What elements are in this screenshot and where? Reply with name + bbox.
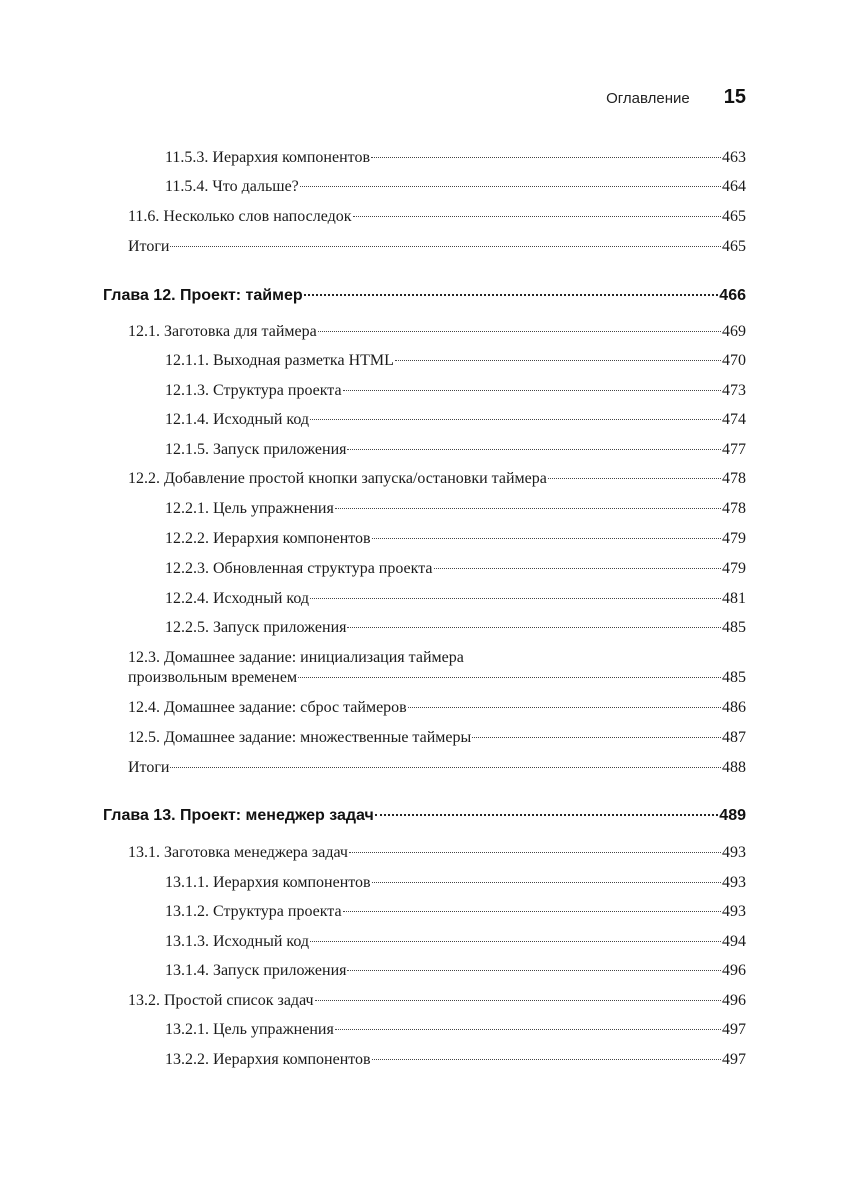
toc-entry-title: 11.6. Несколько слов напоследок [128,208,352,225]
toc-entry-title: 13.1.4. Запуск приложения [165,962,347,979]
toc-entry[interactable] [165,932,746,952]
toc-entry[interactable] [128,728,746,748]
dot-leader [310,419,721,420]
toc-entry-page: 485 [722,669,746,686]
running-header [103,86,746,109]
toc-entry-page: 478 [722,500,746,517]
toc-entry[interactable] [128,207,746,227]
toc-entry[interactable] [165,410,746,430]
toc-entry-title: 13.1.3. Исходный код [165,933,310,950]
toc-entry-title: 11.5.4. Что дальше? [165,178,299,195]
dot-leader [300,186,721,187]
toc-entry-title: 12.1.3. Структура проекта [165,382,342,399]
toc-entry-page: 474 [722,411,746,428]
toc-entry-page: 486 [722,699,746,716]
toc-entry-title: 11.5.3. Иерархия компонентов [165,149,370,166]
dot-leader [315,1000,721,1001]
toc-entry[interactable] [128,237,746,257]
dot-leader [343,390,721,391]
toc-chapter-title: Глава 12. Проект: таймер [103,287,303,304]
toc-entry-page: 473 [722,382,746,399]
toc-entry-page: 481 [722,590,746,607]
toc-entry[interactable] [165,529,746,549]
dot-leader [347,970,721,971]
toc-entry[interactable] [165,177,746,197]
toc-entry[interactable] [165,873,746,893]
dot-leader [310,598,721,599]
toc-entry-page: 469 [722,323,746,340]
toc-entry-page: 488 [722,759,746,776]
toc-entry-title: 13.1. Заготовка менеджера задач [128,844,348,861]
dot-leader [408,707,721,708]
toc-entry-title: 12.1.4. Исходный код [165,411,310,428]
toc-entry-page: 493 [722,903,746,920]
toc-entry-title: 13.2.2. Иерархия компонентов [165,1051,371,1068]
dot-leader [347,449,721,450]
toc-entry-title: 13.2. Простой список задач [128,992,314,1009]
toc-entry-page: 479 [722,530,746,547]
toc-entry-page: 487 [722,729,746,746]
toc-entry[interactable] [128,758,746,778]
toc-entry[interactable] [165,559,746,579]
toc-entry[interactable] [165,499,746,519]
toc-entry-page: 496 [722,962,746,979]
toc-entry-title: 12.4. Домашнее задание: сброс таймеров [128,699,407,716]
running-header-title: Оглавление [606,90,690,107]
toc-entry[interactable] [165,902,746,922]
toc-entry[interactable] [128,843,746,863]
toc-entry-title: 12.1.5. Запуск приложения [165,441,347,458]
toc-entry[interactable] [128,469,746,489]
toc-entry[interactable] [165,351,746,371]
toc-chapter[interactable] [103,806,746,826]
dot-leader [343,911,721,912]
toc-entry-title: 12.2.3. Обновленная структура проекта [165,560,433,577]
toc-entry[interactable] [165,961,746,981]
toc-entry-page: 464 [722,178,746,195]
toc-chapter-title: Глава 13. Проект: менеджер задач [103,807,374,824]
toc-entry-page: 470 [722,352,746,369]
toc-entry-page: 494 [722,933,746,950]
dot-leader [335,508,721,509]
dot-leader [372,538,721,539]
toc-entry-title: Итоги [128,759,170,776]
dot-leader [318,331,721,332]
dot-leader [375,814,718,816]
toc-entry-title: 12.1. Заготовка для таймера [128,323,317,340]
toc-entry-page: 485 [722,619,746,636]
toc-entry-title: 12.2.2. Иерархия компонентов [165,530,371,547]
toc-entry-title: 12.2.5. Запуск приложения [165,619,347,636]
toc-entry-title: 12.5. Домашнее задание: множественные таймеры [128,729,472,746]
toc-entry[interactable] [165,381,746,401]
toc-chapter[interactable] [103,286,746,306]
dot-leader [472,737,721,738]
toc-entry-title-continued: произвольным временем [128,669,298,686]
toc-entry[interactable] [128,698,746,718]
toc-entry-title: Итоги [128,238,170,255]
toc-entry[interactable] [128,991,746,1011]
toc-entry-title: 13.1.2. Структура проекта [165,903,342,920]
dot-leader [170,767,721,768]
toc-entry-page: 497 [722,1051,746,1068]
toc-entry-page: 497 [722,1021,746,1038]
dot-leader [372,1059,721,1060]
dot-leader [347,627,721,628]
dot-leader [395,360,721,361]
dot-leader [349,852,721,853]
toc-entry-page: 463 [722,149,746,166]
dot-leader [298,677,721,678]
toc-entry[interactable] [165,148,746,168]
toc-entry[interactable] [165,589,746,609]
toc-entry-title: 12.2. Добавление простой кнопки запуска/остановки таймера [128,470,547,487]
dot-leader [310,941,721,942]
dot-leader [353,216,722,217]
toc-chapter-page: 489 [719,807,746,824]
toc-entry-page: 477 [722,441,746,458]
dot-leader [170,246,721,247]
toc-entry-page: 478 [722,470,746,487]
toc-entry[interactable] [165,1020,746,1040]
dot-leader [335,1029,721,1030]
page-number: 15 [723,86,746,108]
toc-entry-title: 13.1.1. Иерархия компонентов [165,874,371,891]
toc-entry[interactable] [165,1050,746,1070]
dot-leader [548,478,721,479]
toc-entry-page: 465 [722,208,746,225]
dot-leader [372,882,721,883]
dot-leader [304,294,719,296]
dot-leader [434,568,721,569]
toc-entry-title: 12.1.1. Выходная разметка HTML [165,352,394,369]
toc-entry[interactable] [128,322,746,342]
toc-entry-title: 12.2.1. Цель упражнения [165,500,334,517]
toc-entry[interactable] [165,440,746,460]
toc-entry-title: 12.3. Домашнее задание: инициализация таймера [128,649,464,666]
toc-entry-page: 496 [722,992,746,1009]
toc-entry-page: 465 [722,238,746,255]
dot-leader [371,157,721,158]
toc-entry[interactable] [165,618,746,638]
toc-entry-page: 479 [722,560,746,577]
toc-entry[interactable] [128,648,746,688]
toc-entry-title: 12.2.4. Исходный код [165,590,310,607]
toc-chapter-page: 466 [719,287,746,304]
toc-entry-page: 493 [722,844,746,861]
toc-entry-title: 13.2.1. Цель упражнения [165,1021,334,1038]
toc-entry-page: 493 [722,874,746,891]
